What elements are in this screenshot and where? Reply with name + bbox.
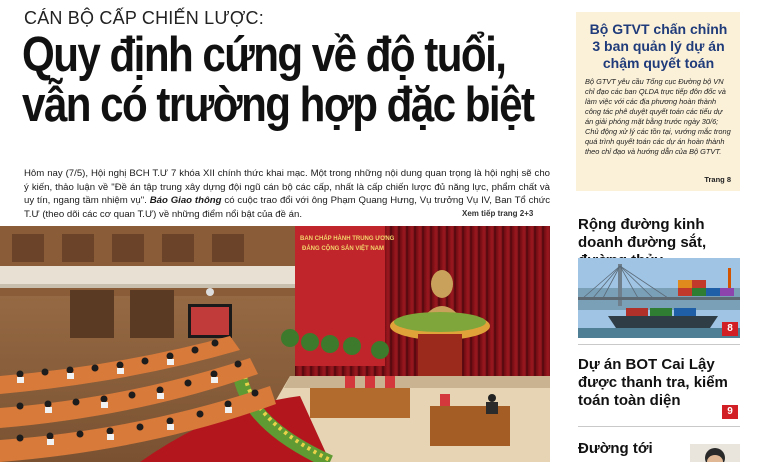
bridge-port-illustration bbox=[578, 258, 740, 338]
sidebar-page-ref: Trang 8 bbox=[704, 175, 731, 184]
article-kicker: CÁN BỘ CẤP CHIẾN LƯỢC: bbox=[24, 8, 264, 28]
bridge-port-photo bbox=[578, 258, 740, 338]
divider-2 bbox=[578, 426, 740, 427]
story-road-to-title[interactable]: Đường tới bbox=[578, 440, 653, 457]
story-rail-water-title[interactable]: Rộng đường kinh doanh đường sắt, bbox=[578, 216, 707, 251]
banner-text-1: BAN CHẤP HÀNH TRUNG ƯƠNG bbox=[300, 236, 395, 242]
headline-line-1: Quy định cứng về độ tuổi, bbox=[22, 28, 506, 82]
story-bot-cailay-title[interactable]: Dự án BOT Cai Lậy được thanh tra, kiểm toán toàn diện bbox=[578, 356, 728, 409]
page-badge-9: 9 bbox=[722, 405, 738, 419]
lede-text-2: có cuộc trao đổi với ông Phạm Quang Hưng, Vụ trưởng Vụ IV, Ban Tổ chức T.Ư (theo dõi các cơ quan T.Ư) về những điểm nổi bật của đề án. bbox=[24, 195, 550, 220]
sidebar-title: Bộ GTVT chấn chỉnh 3 ban quản lý dự án chậm quyết toán bbox=[589, 21, 728, 71]
portrait-photo bbox=[690, 444, 740, 462]
lede-text-1: Hôm nay (7/5), Hội nghị BCH T.Ư 7 khóa XII chính thức khai mạc. Một trong những nội dung quan trọng là hội nghị sẽ cho ý kiến, thảo luận về "Đề án tập trung xây dựng đội ngũ cán bộ các cấp, nhất là cấp chiến lược đủ năng lực, phẩm chất và uy tín, ngang tầm nhiệm vụ". bbox=[24, 168, 550, 206]
divider-1 bbox=[578, 344, 740, 345]
sidebar-body: Bộ GTVT yêu cầu Tổng cục Đường bộ VN chỉ đạo các ban QLDA trực tiếp đôn đốc và làm việc với các địa phương hoàn thành công tác phê duyệt quyết toán các tiểu dự án giải phóng mặt bằng trước ngày 30/6; Chủ động xử lý các tồn tại, vướng mắc trong quá trình quyết toán các dự án hoàn thành theo chỉ đạo và hướng dẫn của Bộ GTVT. bbox=[585, 77, 731, 156]
see-more-link[interactable]: Xem tiếp trang 2+3 bbox=[462, 209, 534, 218]
portrait-illustration bbox=[690, 444, 740, 462]
headline-line-2: vẫn có trường hợp đặc biệt bbox=[22, 78, 534, 132]
sidebar-news-box[interactable] bbox=[576, 12, 740, 191]
lede-newspaper-name: Báo Giao thông bbox=[149, 195, 222, 206]
conference-hall-illustration bbox=[0, 226, 550, 462]
article-headline[interactable] bbox=[22, 28, 534, 132]
conference-hall-photo bbox=[0, 226, 550, 462]
banner-text-2: ĐẢNG CỘNG SẢN VIỆT NAM bbox=[302, 246, 385, 252]
page-badge-8: 8 bbox=[722, 322, 738, 336]
